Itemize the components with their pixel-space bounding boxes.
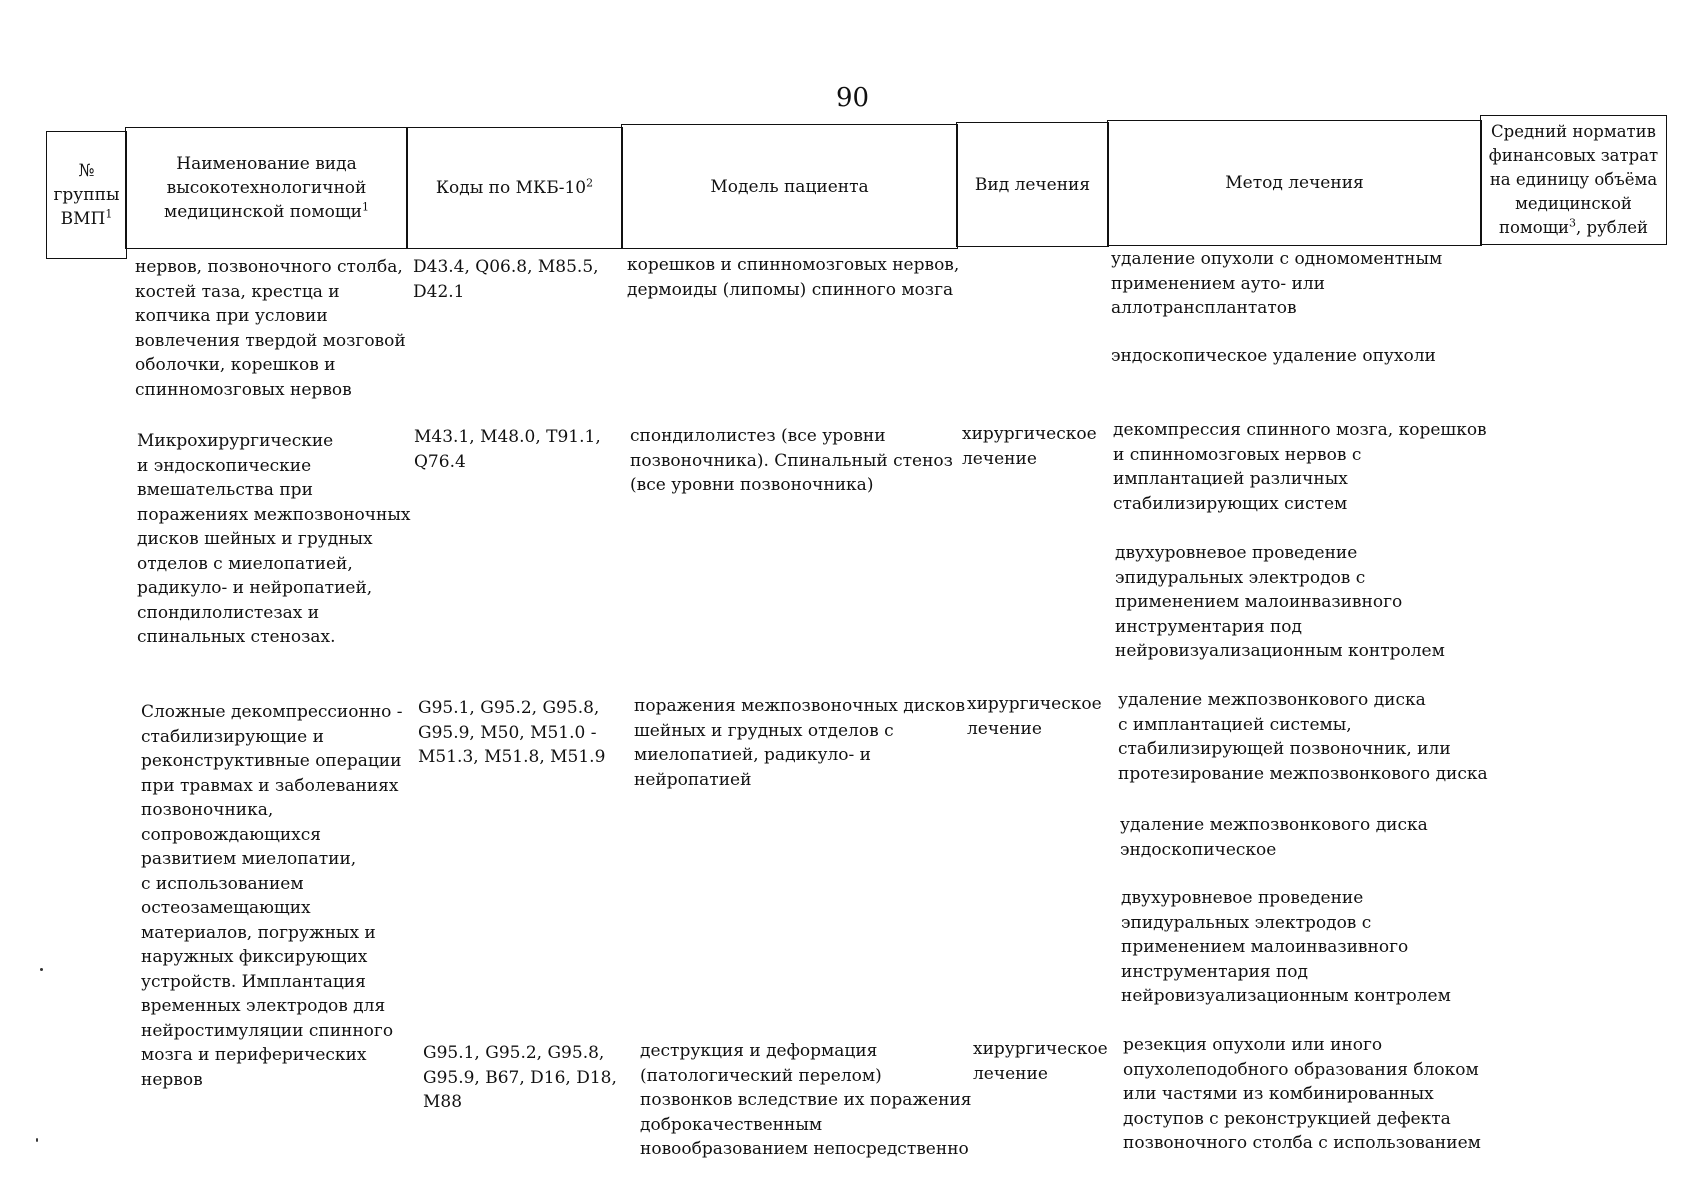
row1-method-2: эндоскопическое удаление опухоли [1111, 346, 1436, 366]
header-col2-footnote: 1 [361, 200, 369, 214]
row3-method-2: удаление межпозвонкового диска эндоскопическое [1120, 815, 1428, 860]
row2-icd-codes: M43.1, M48.0, T91.1, Q76.4 [414, 427, 601, 472]
header-col5-label: Вид лечения [974, 174, 1091, 195]
header-col1-label: № группы ВМП [53, 161, 120, 229]
header-col7-label: Средний норматив финансовых затрат на единицу объёма медицинской помощи [1488, 122, 1659, 237]
header-col3-label: Коды по МКБ-10 [435, 178, 587, 198]
row4-method-1: резекция опухоли или иного опухолеподобного образования блоком или частями из комбинированных доступов с реконструкцией дефекта позвоночного столба с использованием [1123, 1035, 1481, 1153]
header-col7-footnote: 3 [1569, 216, 1577, 230]
header-col-icd-codes [406, 127, 623, 249]
row3-care-type: Сложные декомпрессионно - стабилизирующие и реконструктивные операции при травмах и заболеваниях позвоночника, сопровождающихся развитием миелопатии, с использованием остеозамещающих материалов, погружных и наружных фиксирующих устройств. Имплантация временных электродов для нейростимуляции спинного мозга и периферических нервов [141, 702, 403, 1090]
header-col6-label: Метод лечения [1225, 173, 1364, 193]
header-col4-label: Модель пациента [710, 176, 869, 197]
header-col1-footnote: 1 [105, 207, 113, 221]
header-col-care-type [125, 127, 408, 249]
header-col-patient-model [621, 124, 958, 249]
row3-icd-codes: G95.1, G95.2, G95.8, G95.9, M50, M51.0 - M51.3, M51.8, M51.9 [418, 698, 606, 767]
header-col-financial-norm [1480, 115, 1667, 245]
header-col-group-number [46, 131, 127, 259]
row3-method-3: двухуровневое проведение эпидуральных электродов с применением малоинвазивного инструментария под нейровизуализационным контролем [1121, 888, 1451, 1006]
row1-care-type: нервов, позвоночного столба, костей таза, крестца и копчика при условии вовлечения твердой мозговой оболочки, корешков и спинномозговых нервов [135, 257, 406, 400]
page-number: 90 [836, 83, 870, 113]
row1-patient-model: корешков и спинномозговых нервов, дермоиды (липомы) спинного мозга [627, 255, 960, 300]
header-col-treatment-type [956, 122, 1109, 247]
row4-treatment-type: хирургическое лечение [973, 1039, 1108, 1084]
scan-speck [36, 1138, 38, 1142]
header-col7-unit: , рублей [1576, 218, 1648, 237]
row2-method-1: декомпрессия спинного мозга, корешков и спинномозговых нервов с имплантацией различных стабилизирующих систем [1113, 420, 1487, 514]
header-col2-label: Наименование вида высокотехнологичной медицинской помощи [164, 154, 367, 222]
row2-treatment-type: хирургическое лечение [962, 424, 1097, 469]
row4-icd-codes: G95.1, G95.2, G95.8, G95.9, B67, D16, D18, M88 [423, 1043, 617, 1112]
row1-method-1: удаление опухоли с одномоментным применением ауто- или аллотрансплантатов [1111, 249, 1443, 318]
row3-method-1: удаление межпозвонкового диска с имплантацией системы, стабилизирующей позвоночник, или протезирование межпозвонкового диска [1118, 690, 1488, 784]
row3-patient-model: поражения межпозвоночных дисков шейных и грудных отделов с миелопатией, радикуло- и нейропатией [634, 696, 966, 790]
row2-method-2: двухуровневое проведение эпидуральных электродов с применением малоинвазивного инструментария под нейровизуализационным контролем [1115, 543, 1445, 661]
row1-icd-codes: D43.4, Q06.8, M85.5, D42.1 [413, 257, 599, 302]
header-col-treatment-method [1107, 120, 1482, 246]
row2-patient-model: спондилолистез (все уровни позвоночника). Спинальный стеноз (все уровни позвоночника) [630, 426, 953, 495]
row3-treatment-type: хирургическое лечение [967, 694, 1102, 739]
row4-patient-model: деструкция и деформация (патологический перелом) позвонков вследствие их поражения доброкачественным новообразованием непосредственно [640, 1041, 972, 1159]
header-col3-footnote: 2 [586, 176, 594, 190]
row2-care-type: Микрохирургические и эндоскопические вмешательства при поражениях межпозвоночных дисков шейных и грудных отделов с миелопатией, радикуло- и нейропатией, спондилолистезах и спинальных стенозах. [137, 431, 411, 647]
scan-speck [40, 968, 43, 971]
